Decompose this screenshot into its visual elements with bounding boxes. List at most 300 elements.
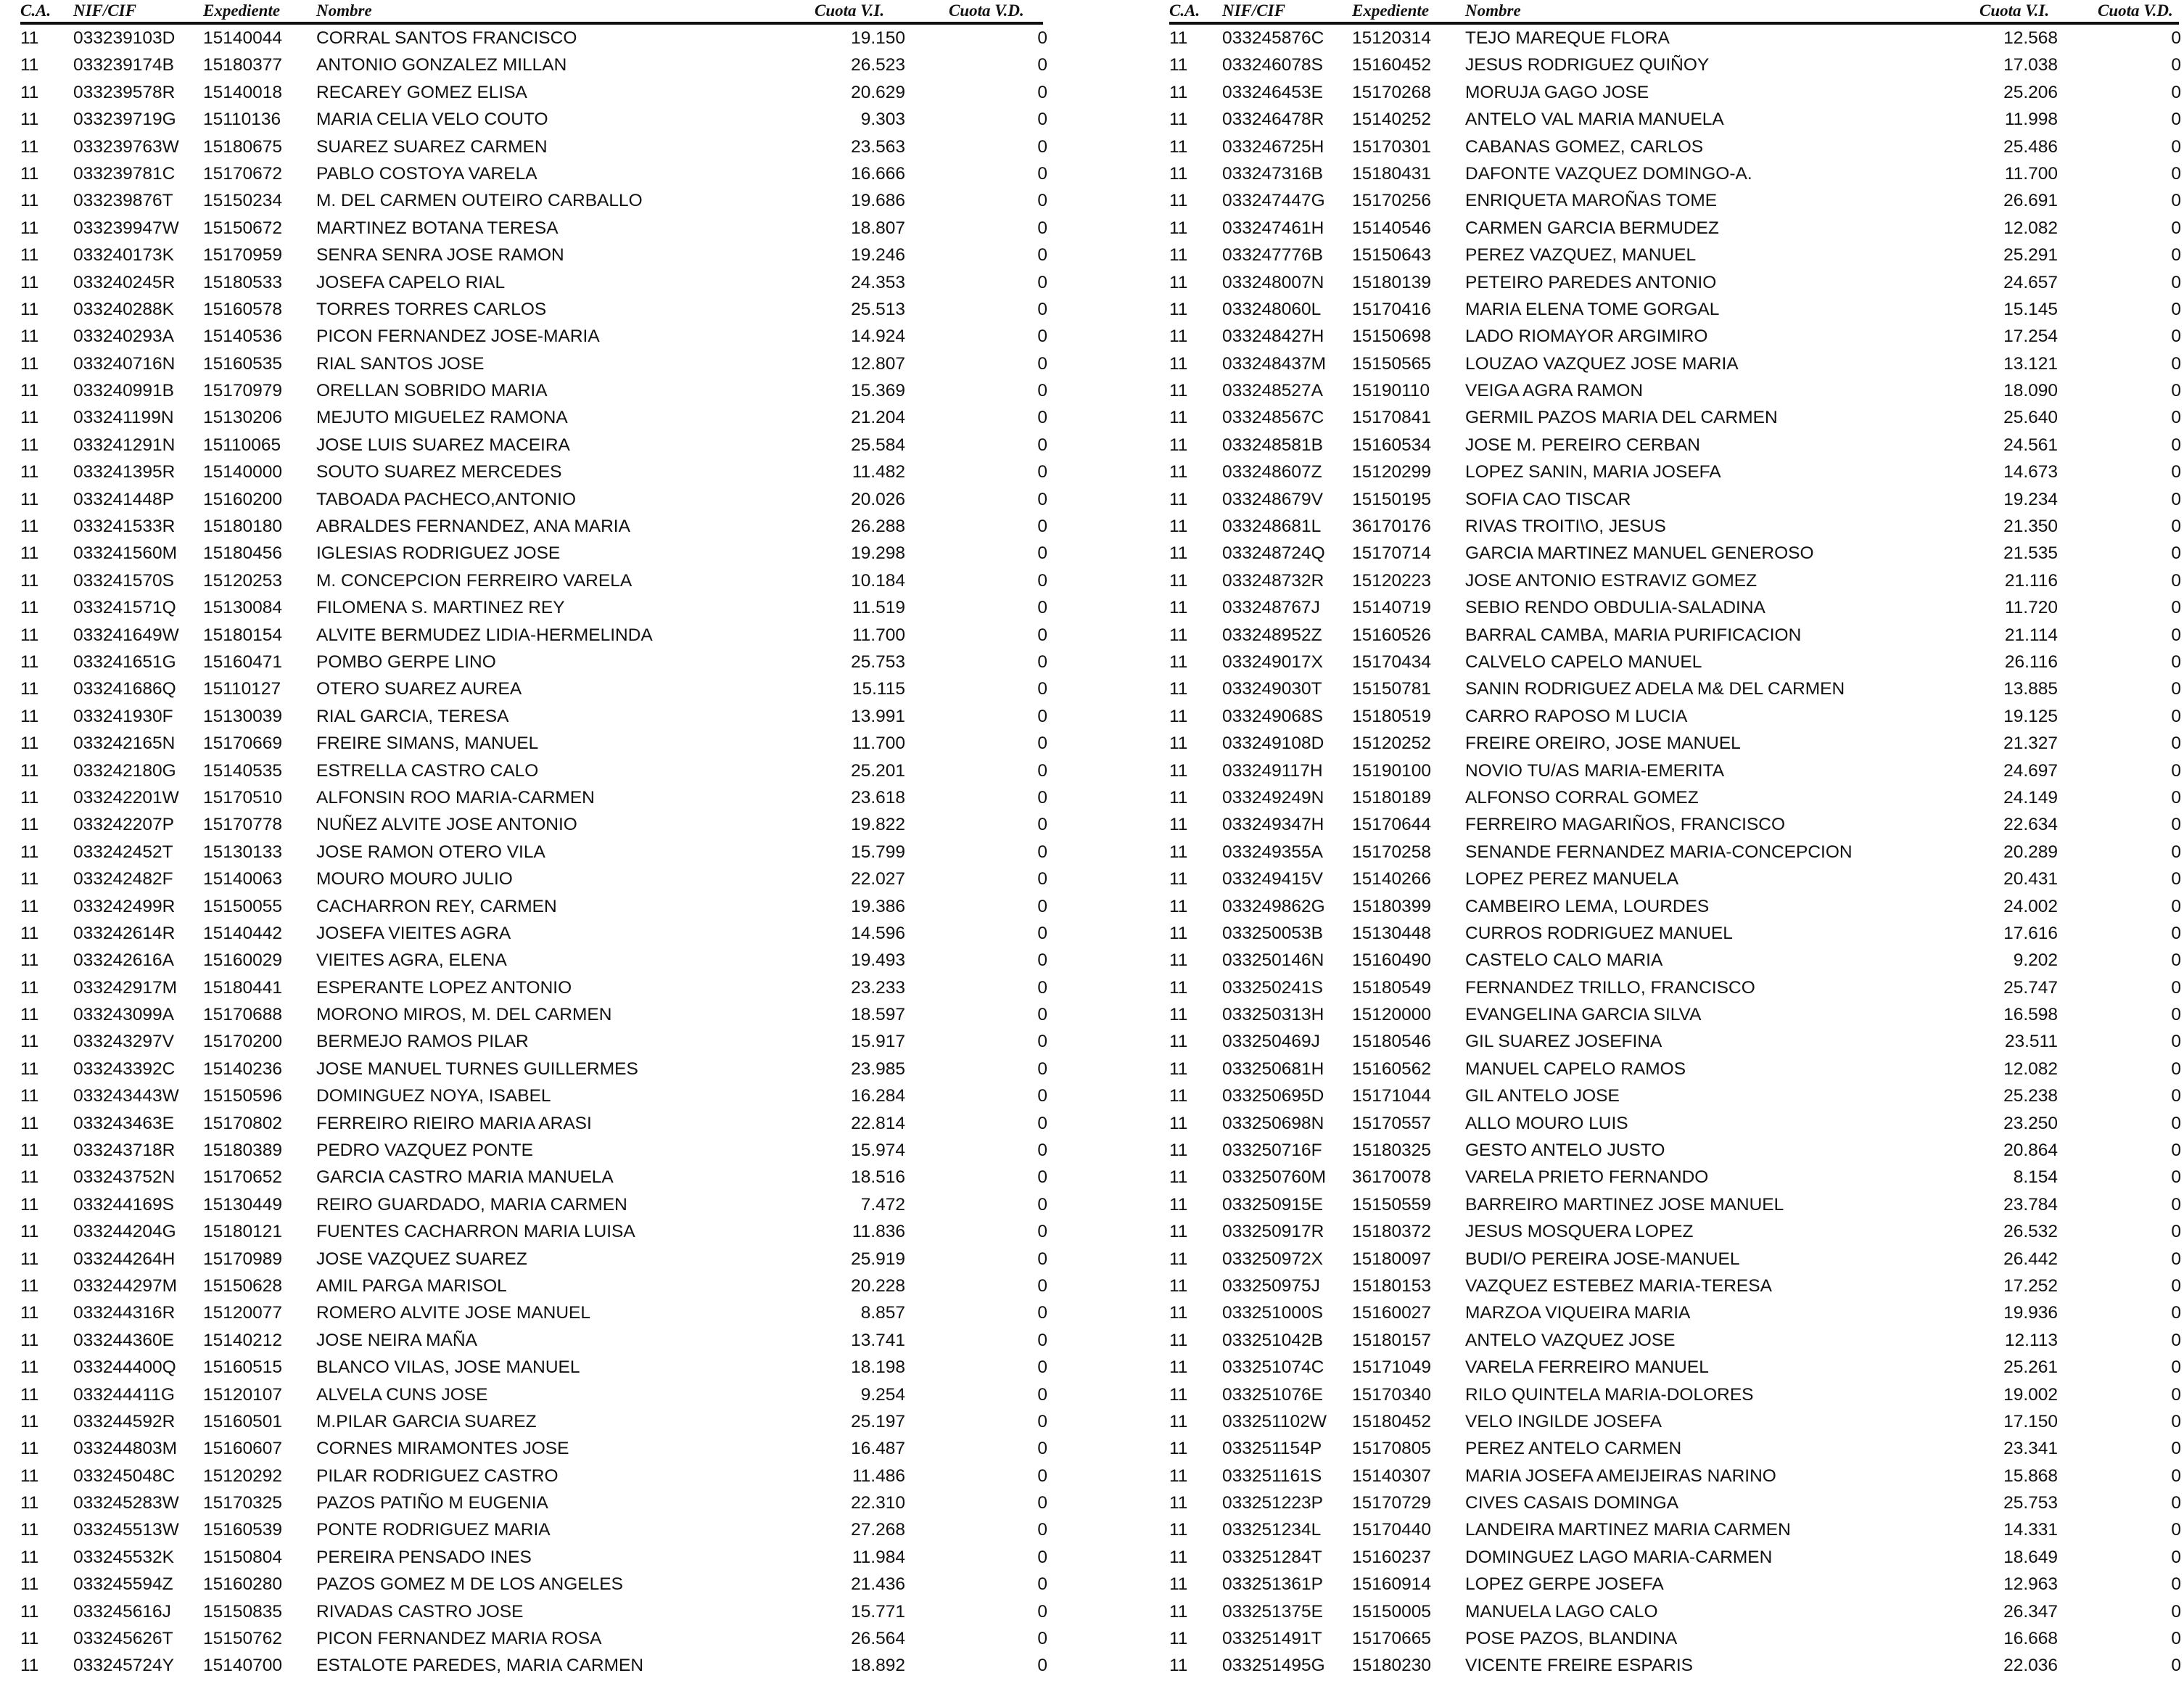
cell-cuota-vi: 12.082: [2003, 1059, 2058, 1079]
cell-nombre: M. CONCEPCION FERREIRO VARELA: [316, 570, 632, 591]
cell-ca: 11: [20, 299, 39, 319]
cell-cuota-vi: 21.535: [2003, 543, 2058, 564]
cell-cuota-vd: 0: [2171, 679, 2181, 699]
cell-expediente: 36170176: [1352, 517, 1432, 537]
cell-nif: 033251234L: [1222, 1520, 1322, 1540]
cell-cuota-vd: 0: [2171, 625, 2181, 645]
cell-expediente: 15140212: [203, 1330, 283, 1350]
table-row: [1169, 1246, 2179, 1273]
table-row: [20, 1354, 1047, 1381]
cell-ca: 11: [1169, 1032, 1188, 1052]
cell-cuota-vi: 8.154: [2013, 1167, 2058, 1188]
table-row: [20, 459, 1047, 485]
cell-cuota-vd: 0: [1037, 733, 1047, 754]
cell-ca: 11: [20, 896, 39, 916]
cell-cuota-vi: 15.771: [851, 1601, 905, 1622]
cell-cuota-vi: 12.113: [2004, 1330, 2058, 1350]
cell-expediente: 15180153: [1352, 1275, 1432, 1296]
cell-nif: 033244803M: [73, 1439, 178, 1459]
table-row: [1169, 540, 2179, 567]
cell-cuota-vd: 0: [1037, 1466, 1047, 1486]
cell-nif: 033243463E: [73, 1113, 174, 1133]
cell-ca: 11: [1169, 625, 1188, 645]
cell-cuota-vi: 25.753: [851, 652, 905, 672]
cell-nif: 033245532K: [73, 1547, 174, 1567]
cell-nombre: CURROS RODRIGUEZ MANUEL: [1465, 923, 1733, 943]
table-row: [20, 1164, 1047, 1191]
cell-expediente: 15150698: [1352, 326, 1432, 347]
cell-nif: 033243443W: [73, 1086, 179, 1106]
cell-cuota-vi: 8.857: [860, 1303, 905, 1323]
table-row: [1169, 350, 2179, 377]
cell-cuota-vd: 0: [1037, 625, 1047, 645]
table-row: [20, 215, 1047, 242]
cell-nif: 033250681H: [1222, 1059, 1324, 1079]
table-row: [1169, 839, 2179, 866]
header-expediente: Expediente: [203, 1, 281, 20]
cell-nif: 033243099A: [73, 1005, 174, 1025]
cell-ca: 11: [1169, 517, 1188, 537]
header-cuota-vd: Cuota V.D.: [2098, 1, 2173, 20]
cell-nif: 033249068S: [1222, 706, 1323, 726]
cell-cuota-vd: 0: [2171, 1222, 2181, 1242]
cell-expediente: 15140546: [1352, 218, 1432, 238]
cell-nombre: JOSE ANTONIO ESTRAVIZ GOMEZ: [1465, 570, 1757, 591]
cell-cuota-vd: 0: [1037, 679, 1047, 699]
cell-expediente: 15180154: [203, 625, 283, 645]
cell-cuota-vd: 0: [1037, 1194, 1047, 1215]
cell-cuota-vd: 0: [2171, 435, 2181, 455]
cell-ca: 11: [20, 517, 39, 537]
cell-cuota-vi: 19.002: [2003, 1384, 2058, 1405]
cell-cuota-vd: 0: [1037, 896, 1047, 916]
cell-nif: 033244264H: [73, 1249, 176, 1269]
cell-cuota-vd: 0: [2171, 1384, 2181, 1405]
cell-nif: 033248527A: [1222, 381, 1323, 401]
cell-ca: 11: [1169, 326, 1188, 347]
cell-ca: 11: [1169, 55, 1188, 75]
cell-expediente: 15160237: [1352, 1547, 1432, 1567]
cell-expediente: 15140000: [203, 462, 283, 482]
cell-cuota-vd: 0: [2171, 1194, 2181, 1215]
cell-cuota-vd: 0: [2171, 1113, 2181, 1133]
table-row: [20, 1001, 1047, 1028]
cell-ca: 11: [1169, 977, 1188, 998]
cell-cuota-vi: 26.288: [851, 517, 905, 537]
cell-nombre: LOUZAO VAZQUEZ JOSE MARIA: [1465, 353, 1739, 374]
table-row: [1169, 432, 2179, 459]
cell-ca: 11: [20, 1303, 39, 1323]
cell-cuota-vi: 24.657: [2003, 272, 2058, 292]
cell-ca: 11: [20, 706, 39, 726]
cell-cuota-vi: 27.268: [851, 1520, 905, 1540]
cell-cuota-vd: 0: [1037, 706, 1047, 726]
cell-ca: 11: [20, 381, 39, 401]
cell-cuota-vi: 24.561: [2003, 435, 2058, 455]
cell-nif: 033251000S: [1222, 1303, 1323, 1323]
cell-cuota-vd: 0: [2171, 517, 2181, 537]
table-row: [1169, 1598, 2179, 1625]
table-row: [1169, 377, 2179, 404]
cell-ca: 11: [1169, 1086, 1188, 1106]
cell-cuota-vd: 0: [2171, 489, 2181, 509]
cell-expediente: 15180097: [1352, 1249, 1432, 1269]
cell-cuota-vd: 0: [2171, 245, 2181, 266]
cell-cuota-vi: 21.204: [851, 408, 905, 428]
cell-cuota-vi: 15.974: [851, 1141, 905, 1161]
cell-ca: 11: [1169, 679, 1188, 699]
cell-nif: 033246725H: [1222, 136, 1324, 157]
cell-nif: 033243718R: [73, 1141, 176, 1161]
cell-cuota-vi: 13.121: [2003, 353, 2058, 374]
cell-cuota-vi: 20.629: [851, 82, 905, 102]
cell-nombre: JESUS RODRIGUEZ QUIÑOY: [1465, 55, 1710, 75]
table-row: [1169, 622, 2179, 649]
cell-nombre: VICENTE FREIRE ESPARIS: [1465, 1656, 1694, 1676]
cell-nombre: CABANAS GOMEZ, CARLOS: [1465, 136, 1704, 157]
table-row: [20, 893, 1047, 920]
cell-cuota-vi: 22.634: [2003, 815, 2058, 835]
cell-ca: 11: [1169, 1520, 1188, 1540]
cell-nombre: MARTINEZ BOTANA TERESA: [316, 218, 559, 238]
cell-nif: 033251223P: [1222, 1493, 1323, 1513]
cell-cuota-vd: 0: [1037, 543, 1047, 564]
cell-ca: 11: [20, 923, 39, 943]
table-row: [1169, 649, 2179, 675]
cell-cuota-vi: 20.864: [2003, 1141, 2058, 1161]
cell-ca: 11: [20, 679, 39, 699]
table-body: [20, 25, 1047, 1680]
cell-nombre: ESTRELLA CASTRO CALO: [316, 760, 539, 781]
table-row: [1169, 296, 2179, 323]
header-cuota-vi: Cuota V.I.: [1979, 1, 2050, 20]
cell-nombre: ALFONSO CORRAL GOMEZ: [1465, 787, 1699, 807]
cell-cuota-vd: 0: [2171, 869, 2181, 889]
cell-nif: 033241199N: [73, 408, 174, 428]
cell-ca: 11: [1169, 191, 1188, 211]
cell-ca: 11: [1169, 1222, 1188, 1242]
table-row: [20, 1544, 1047, 1571]
cell-expediente: 15180546: [1352, 1032, 1432, 1052]
table-row: [1169, 594, 2179, 621]
cell-nombre: JOSE RAMON OTERO VILA: [316, 842, 545, 862]
cell-cuota-vi: 11.984: [852, 1547, 905, 1567]
cell-nif: 033241930F: [73, 706, 173, 726]
table-row: [20, 350, 1047, 377]
cell-nif: 033250053B: [1222, 923, 1323, 943]
cell-expediente: 15170729: [1352, 1493, 1432, 1513]
cell-nif: 033245283W: [73, 1493, 179, 1513]
cell-nif: 033244592R: [73, 1411, 176, 1431]
cell-nombre: DOMINGUEZ NOYA, ISABEL: [316, 1086, 551, 1106]
cell-cuota-vd: 0: [2171, 1574, 2181, 1595]
cell-nif: 033246078S: [1222, 55, 1323, 75]
cell-expediente: 15150055: [203, 896, 283, 916]
cell-expediente: 15160515: [203, 1357, 283, 1378]
cell-cuota-vd: 0: [1037, 923, 1047, 943]
cell-nombre: SOFIA CAO TISCAR: [1465, 489, 1631, 509]
cell-ca: 11: [20, 1032, 39, 1052]
cell-ca: 11: [20, 1656, 39, 1676]
table-row: [1169, 974, 2179, 1001]
cell-nif: 033242180G: [73, 760, 176, 781]
cell-nombre: DAFONTE VAZQUEZ DOMINGO-A.: [1465, 163, 1752, 184]
cell-nif: 033251495G: [1222, 1656, 1325, 1676]
header-ca: C.A.: [20, 1, 51, 20]
cell-nombre: MARIA ELENA TOME GORGAL: [1465, 299, 1720, 319]
cell-nif: 033239719G: [73, 110, 176, 130]
cell-nif: 033247316B: [1222, 163, 1323, 184]
cell-nif: 033248724Q: [1222, 543, 1325, 564]
cell-nombre: BERMEJO RAMOS PILAR: [316, 1032, 529, 1052]
cell-ca: 11: [20, 1357, 39, 1378]
cell-cuota-vd: 0: [2171, 1303, 2181, 1323]
cell-expediente: 15180180: [203, 517, 283, 537]
cell-nif: 033239876T: [73, 191, 173, 211]
cell-cuota-vi: 10.184: [851, 570, 905, 591]
cell-nombre: PABLO COSTOYA VARELA: [316, 163, 537, 184]
cell-nombre: PONTE RODRIGUEZ MARIA: [316, 1520, 551, 1540]
cell-nombre: M. DEL CARMEN OUTEIRO CARBALLO: [316, 191, 643, 211]
cell-cuota-vi: 17.038: [2003, 55, 2058, 75]
cell-cuota-vd: 0: [1037, 1032, 1047, 1052]
cell-cuota-vi: 9.202: [2013, 950, 2058, 971]
cell-expediente: 15120223: [1352, 570, 1432, 591]
cell-nombre: CORRAL SANTOS FRANCISCO: [316, 28, 577, 48]
cell-nif: 033239947W: [73, 218, 179, 238]
cell-expediente: 15180189: [1352, 787, 1432, 807]
table-row: [20, 486, 1047, 513]
cell-expediente: 15150781: [1352, 679, 1432, 699]
cell-expediente: 15150762: [203, 1629, 283, 1649]
table-row: [1169, 1028, 2179, 1055]
cell-nif: 033251074C: [1222, 1357, 1324, 1378]
table-row: [20, 1571, 1047, 1598]
table-row: [20, 1082, 1047, 1109]
cell-expediente: 15160535: [203, 353, 283, 374]
cell-nif: 033250695D: [1222, 1086, 1324, 1106]
cell-nif: 033248607Z: [1222, 462, 1322, 482]
cell-cuota-vi: 19.298: [851, 543, 905, 564]
table-row: [20, 432, 1047, 459]
cell-cuota-vi: 16.668: [2003, 1629, 2058, 1649]
cell-nombre: SOUTO SUAREZ MERCEDES: [316, 462, 562, 482]
cell-nombre: VAZQUEZ ESTEBEZ MARIA-TERESA: [1465, 1275, 1772, 1296]
header-expediente: Expediente: [1352, 1, 1430, 20]
cell-cuota-vd: 0: [2171, 1493, 2181, 1513]
cell-nif: 033245724Y: [73, 1656, 174, 1676]
cell-ca: 11: [20, 1520, 39, 1540]
cell-cuota-vi: 25.238: [2003, 1086, 2058, 1106]
cell-cuota-vi: 19.150: [851, 28, 905, 48]
cell-cuota-vd: 0: [1037, 1520, 1047, 1540]
cell-nif: 033241560M: [73, 543, 178, 564]
cell-expediente: 15150565: [1352, 353, 1432, 374]
table-row: [1169, 404, 2179, 431]
cell-ca: 11: [1169, 1384, 1188, 1405]
cell-nif: 033248732R: [1222, 570, 1324, 591]
cell-nif: 033241649W: [73, 625, 179, 645]
cell-cuota-vi: 23.341: [2003, 1439, 2058, 1459]
cell-expediente: 15140307: [1352, 1466, 1432, 1486]
cell-expediente: 15180230: [1352, 1656, 1432, 1676]
cell-ca: 11: [20, 1411, 39, 1431]
cell-cuota-vd: 0: [1037, 245, 1047, 266]
cell-cuota-vd: 0: [1037, 136, 1047, 157]
cell-expediente: 15120107: [203, 1384, 283, 1405]
cell-ca: 11: [1169, 733, 1188, 754]
cell-expediente: 15160578: [203, 299, 283, 319]
cell-cuota-vd: 0: [1037, 408, 1047, 428]
cell-ca: 11: [20, 1493, 39, 1513]
cell-nombre: AMIL PARGA MARISOL: [316, 1275, 507, 1296]
table-row: [20, 106, 1047, 133]
cell-expediente: 15130133: [203, 842, 283, 862]
cell-ca: 11: [20, 1330, 39, 1350]
cell-cuota-vi: 26.116: [2004, 652, 2058, 672]
cell-expediente: 15160280: [203, 1574, 283, 1595]
cell-nif: 033241448P: [73, 489, 174, 509]
cell-cuota-vd: 0: [2171, 136, 2181, 157]
table-row: [20, 920, 1047, 947]
cell-cuota-vi: 17.616: [2003, 923, 2058, 943]
cell-ca: 11: [20, 869, 39, 889]
cell-nombre: ANTELO VAL MARIA MANUELA: [1465, 110, 1724, 130]
cell-nombre: SENANDE FERNANDEZ MARIA-CONCEPCION: [1465, 842, 1853, 862]
table-row: [20, 79, 1047, 106]
cell-expediente: 15120299: [1352, 462, 1432, 482]
cell-ca: 11: [20, 136, 39, 157]
cell-nif: 033248427H: [1222, 326, 1324, 347]
cell-nif: 033241571Q: [73, 598, 176, 618]
cell-nif: 033250698N: [1222, 1113, 1324, 1133]
table-row: [20, 404, 1047, 431]
cell-cuota-vi: 18.892: [851, 1656, 905, 1676]
cell-cuota-vd: 0: [2171, 760, 2181, 781]
cell-cuota-vd: 0: [2171, 570, 2181, 591]
cell-ca: 11: [1169, 1601, 1188, 1622]
cell-nif: 033248060L: [1222, 299, 1322, 319]
table-row: [1169, 1218, 2179, 1245]
cell-nombre: RECAREY GOMEZ ELISA: [316, 82, 527, 102]
cell-expediente: 15180441: [203, 977, 283, 998]
cell-expediente: 15190100: [1352, 760, 1432, 781]
cell-cuota-vd: 0: [2171, 326, 2181, 347]
header-nif: NIF/CIF: [73, 1, 136, 20]
cell-cuota-vd: 0: [2171, 1249, 2181, 1269]
table-row: [20, 1028, 1047, 1055]
cell-cuota-vd: 0: [1037, 598, 1047, 618]
table-row: [20, 1191, 1047, 1218]
cell-expediente: 15180139: [1352, 272, 1432, 292]
cell-expediente: 15180533: [203, 272, 283, 292]
cell-cuota-vd: 0: [1037, 353, 1047, 374]
cell-expediente: 15160027: [1352, 1303, 1432, 1323]
cell-expediente: 15160914: [1352, 1574, 1432, 1595]
cell-nombre: JOSE MANUEL TURNES GUILLERMES: [316, 1059, 638, 1079]
cell-ca: 11: [1169, 896, 1188, 916]
table-row: [1169, 187, 2179, 214]
cell-cuota-vd: 0: [2171, 1357, 2181, 1378]
cell-ca: 11: [20, 1005, 39, 1025]
cell-cuota-vd: 0: [2171, 1032, 2181, 1052]
cell-nombre: RILO QUINTELA MARIA-DOLORES: [1465, 1384, 1754, 1405]
cell-cuota-vi: 21.350: [2003, 517, 2058, 537]
cell-nif: 033251102W: [1222, 1411, 1327, 1431]
cell-ca: 11: [1169, 1167, 1188, 1188]
cell-cuota-vd: 0: [1037, 1439, 1047, 1459]
cell-ca: 11: [20, 570, 39, 591]
cell-ca: 11: [1169, 163, 1188, 184]
cell-cuota-vd: 0: [2171, 28, 2181, 48]
cell-ca: 11: [1169, 435, 1188, 455]
cell-nif: 033242165N: [73, 733, 176, 754]
table-row: [20, 1625, 1047, 1652]
cell-nombre: ROMERO ALVITE JOSE MANUEL: [316, 1303, 591, 1323]
cell-nombre: GESTO ANTELO JUSTO: [1465, 1141, 1665, 1161]
cell-cuota-vi: 21.116: [2004, 570, 2058, 591]
cell-cuota-vi: 17.150: [2003, 1411, 2058, 1431]
cell-cuota-vi: 15.868: [2003, 1466, 2058, 1486]
cell-cuota-vd: 0: [2171, 1005, 2181, 1025]
cell-cuota-vi: 25.513: [851, 299, 905, 319]
cell-nombre: ANTONIO GONZALEZ MILLAN: [316, 55, 567, 75]
cell-cuota-vi: 19.125: [2003, 706, 2058, 726]
cell-nif: 033241686Q: [73, 679, 176, 699]
cell-expediente: 15160501: [203, 1411, 283, 1431]
cell-expediente: 15140236: [203, 1059, 283, 1079]
cell-nombre: VARELA PRIETO FERNANDO: [1465, 1167, 1709, 1188]
table-row: [20, 947, 1047, 974]
cell-expediente: 15170416: [1352, 299, 1432, 319]
table-row: [20, 1652, 1047, 1679]
cell-nif: 033242499R: [73, 896, 176, 916]
cell-nombre: SEBIO RENDO OBDULIA-SALADINA: [1465, 598, 1765, 618]
cell-ca: 11: [20, 82, 39, 102]
cell-ca: 11: [20, 55, 39, 75]
cell-ca: 11: [1169, 381, 1188, 401]
table-row: [20, 675, 1047, 702]
cell-nif: 033249862G: [1222, 896, 1325, 916]
cell-cuota-vi: 21.436: [851, 1574, 905, 1595]
table-row: [20, 839, 1047, 866]
cell-ca: 11: [1169, 598, 1188, 618]
cell-cuota-vd: 0: [2171, 1520, 2181, 1540]
cell-ca: 11: [1169, 1656, 1188, 1676]
table-row: [20, 296, 1047, 323]
cell-nif: 033250313H: [1222, 1005, 1324, 1025]
cell-nif: 033239103D: [73, 28, 176, 48]
cell-expediente: 15180456: [203, 543, 283, 564]
cell-cuota-vi: 12.568: [2003, 28, 2058, 48]
cell-cuota-vi: 25.486: [2003, 136, 2058, 157]
cell-cuota-vd: 0: [2171, 55, 2181, 75]
cell-cuota-vi: 11.720: [2004, 598, 2058, 618]
cell-expediente: 15160534: [1352, 435, 1432, 455]
cell-nif: 033240991B: [73, 381, 174, 401]
header-ca: C.A.: [1169, 1, 1200, 20]
cell-nombre: LADO RIOMAYOR ARGIMIRO: [1465, 326, 1708, 347]
cell-nif: 033244297M: [73, 1275, 178, 1296]
cell-cuota-vd: 0: [1037, 55, 1047, 75]
cell-expediente: 15160562: [1352, 1059, 1432, 1079]
cell-nif: 033244400Q: [73, 1357, 176, 1378]
cell-cuota-vi: 23.784: [2003, 1194, 2058, 1215]
cell-cuota-vi: 21.114: [2004, 625, 2058, 645]
cell-cuota-vd: 0: [1037, 1493, 1047, 1513]
cell-cuota-vi: 20.289: [2003, 842, 2058, 862]
cell-expediente: 15171049: [1352, 1357, 1432, 1378]
